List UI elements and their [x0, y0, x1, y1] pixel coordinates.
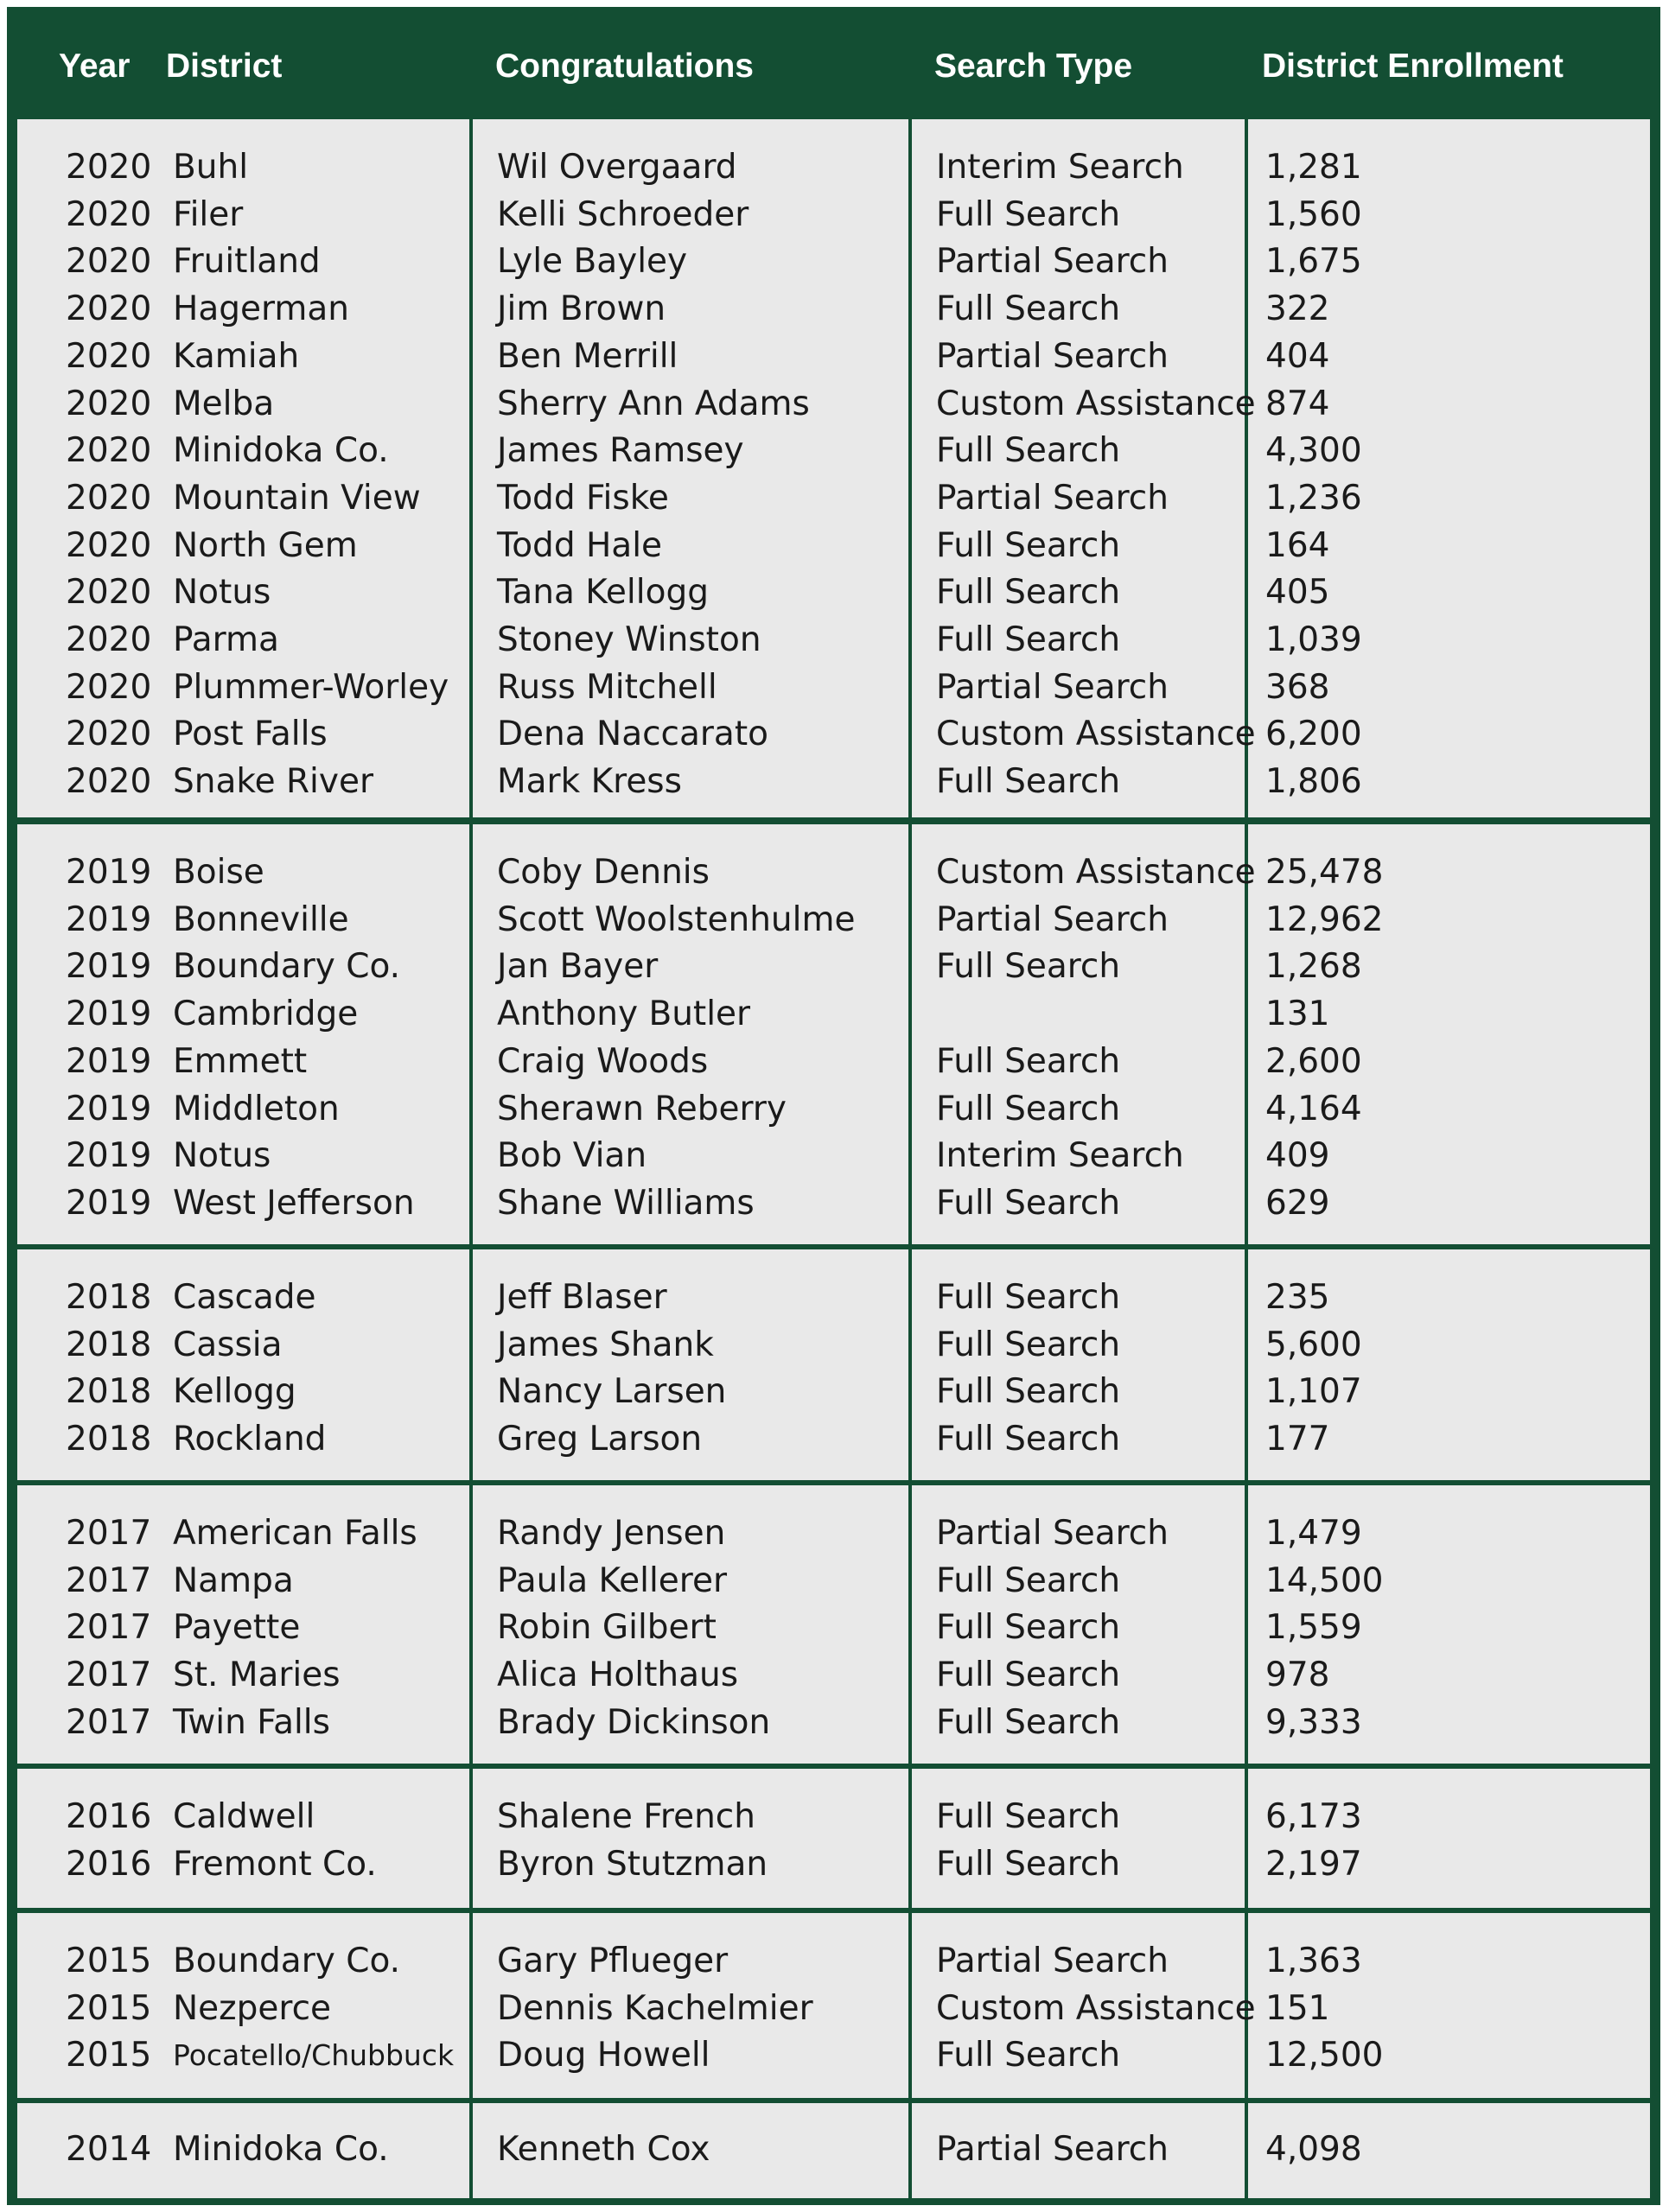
- table-row: [17, 710, 1650, 758]
- enrollment-cell: 4,098: [1265, 2130, 1362, 2169]
- year-cell: 2014: [66, 2130, 152, 2169]
- superintendent-name-cell: Scott Woolstenhulme: [497, 899, 856, 939]
- year-cell: 2020: [66, 336, 152, 376]
- superintendent-name-cell: Kelli Schroeder: [497, 194, 749, 234]
- enrollment-cell: 131: [1265, 995, 1330, 1034]
- year-group: [17, 1249, 1650, 1480]
- table-row: [17, 1651, 1650, 1699]
- district-cell: Boundary Co.: [173, 947, 401, 987]
- superintendent-name-cell: Doug Howell: [497, 2036, 710, 2075]
- table-row: [17, 1132, 1650, 1179]
- table-row: [17, 1557, 1650, 1605]
- search-type-cell: Full Search: [936, 194, 1121, 234]
- superintendent-name-cell: Paula Kellerer: [497, 1560, 728, 1600]
- table-row: [17, 616, 1650, 664]
- year-cell: 2019: [66, 899, 152, 939]
- year-cell: 2020: [66, 478, 152, 518]
- table-row: [17, 1085, 1650, 1133]
- year-cell: 2020: [66, 384, 152, 423]
- search-type-cell: Full Search: [936, 1702, 1121, 1742]
- superintendent-name-cell: Greg Larson: [497, 1420, 703, 1459]
- district-cell: Cambridge: [173, 995, 359, 1034]
- year-cell: 2016: [66, 1844, 152, 1884]
- year-cell: 2017: [66, 1560, 152, 1600]
- search-type-cell: Full Search: [936, 1089, 1121, 1128]
- enrollment-cell: 2,197: [1265, 1844, 1362, 1884]
- year-cell: 2019: [66, 853, 152, 892]
- enrollment-cell: 2,600: [1265, 1041, 1362, 1081]
- superintendent-name-cell: Sherawn Reberry: [497, 1089, 787, 1128]
- superintendent-name-cell: Nancy Larsen: [497, 1372, 727, 1412]
- district-cell: Twin Falls: [173, 1702, 330, 1742]
- year-cell: 2019: [66, 1183, 152, 1223]
- search-type-cell: Full Search: [936, 1420, 1121, 1459]
- table-row: [17, 1321, 1650, 1369]
- superintendent-name-cell: Gary Pflueger: [497, 1942, 729, 1980]
- table-row: [17, 569, 1650, 616]
- superintendent-name-cell: Wil Overgaard: [497, 148, 737, 187]
- superintendent-placements-table: [7, 7, 1660, 2205]
- district-cell: Hagerman: [173, 289, 349, 329]
- year-group: [17, 2103, 1650, 2198]
- year-cell: 2020: [66, 762, 152, 802]
- district-cell: Rockland: [173, 1420, 327, 1459]
- enrollment-cell: 1,479: [1265, 1514, 1362, 1553]
- table-row: [17, 285, 1650, 333]
- district-cell: Cascade: [173, 1278, 316, 1317]
- enrollment-cell: 1,559: [1265, 1608, 1362, 1648]
- superintendent-name-cell: Stoney Winston: [497, 620, 761, 659]
- district-cell: Post Falls: [173, 715, 328, 754]
- enrollment-cell: 5,600: [1265, 1325, 1362, 1364]
- year-cell: 2018: [66, 1325, 152, 1364]
- district-cell: American Falls: [173, 1514, 417, 1553]
- superintendent-name-cell: Shalene French: [497, 1797, 755, 1836]
- enrollment-cell: 1,039: [1265, 620, 1362, 659]
- table-row: [17, 849, 1650, 896]
- year-group: [17, 824, 1650, 1244]
- search-type-cell: Custom Assistance: [936, 384, 1256, 423]
- year-cell: 2017: [66, 1514, 152, 1553]
- superintendent-name-cell: Bob Vian: [497, 1136, 647, 1176]
- table-row: [17, 143, 1650, 191]
- enrollment-cell: 164: [1265, 525, 1330, 565]
- district-cell: West Jefferson: [173, 1183, 415, 1223]
- year-cell: 2019: [66, 947, 152, 987]
- superintendent-name-cell: Craig Woods: [497, 1041, 709, 1081]
- table-row: [17, 664, 1650, 711]
- superintendent-name-cell: Lyle Bayley: [497, 242, 688, 282]
- table-row: [17, 1179, 1650, 1227]
- enrollment-cell: 409: [1265, 1136, 1330, 1176]
- year-cell: 2020: [66, 620, 152, 659]
- superintendent-name-cell: Alica Holthaus: [497, 1656, 739, 1695]
- district-cell: Filer: [173, 194, 244, 234]
- year-cell: 2016: [66, 1797, 152, 1836]
- table-header: [7, 7, 1660, 112]
- enrollment-cell: 12,500: [1265, 2036, 1384, 2075]
- year-cell: 2019: [66, 1136, 152, 1176]
- search-type-cell: Full Search: [936, 525, 1121, 565]
- enrollment-cell: 629: [1265, 1183, 1330, 1223]
- year-cell: 2019: [66, 995, 152, 1034]
- search-type-cell: Full Search: [936, 1278, 1121, 1317]
- superintendent-name-cell: James Shank: [497, 1325, 714, 1364]
- search-type-cell: Custom Assistance: [936, 853, 1256, 892]
- year-cell: 2020: [66, 148, 152, 187]
- year-group: [17, 1769, 1650, 1908]
- enrollment-cell: 404: [1265, 336, 1330, 376]
- superintendent-name-cell: Sherry Ann Adams: [497, 384, 810, 423]
- district-cell: Pocatello/Chubbuck: [173, 2038, 455, 2073]
- table-row: [17, 896, 1650, 944]
- search-type-cell: Partial Search: [936, 1514, 1169, 1553]
- district-cell: North Gem: [173, 525, 358, 565]
- superintendent-name-cell: Brady Dickinson: [497, 1702, 771, 1742]
- search-type-cell: Full Search: [936, 620, 1121, 659]
- enrollment-cell: 151: [1265, 1988, 1330, 2028]
- enrollment-cell: 978: [1265, 1656, 1330, 1695]
- superintendent-name-cell: Kenneth Cox: [497, 2130, 710, 2169]
- enrollment-cell: 1,268: [1265, 947, 1362, 987]
- superintendent-name-cell: Tana Kellogg: [497, 573, 709, 613]
- enrollment-cell: 177: [1265, 1420, 1330, 1459]
- search-type-cell: Full Search: [936, 431, 1121, 471]
- district-cell: Nezperce: [173, 1988, 332, 2028]
- enrollment-cell: 1,363: [1265, 1942, 1362, 1980]
- district-cell: Snake River: [173, 762, 374, 802]
- search-type-cell: Full Search: [936, 1797, 1121, 1836]
- year-cell: 2018: [66, 1372, 152, 1412]
- district-cell: St. Maries: [173, 1656, 341, 1695]
- enrollment-cell: 1,107: [1265, 1372, 1362, 1412]
- year-cell: 2017: [66, 1702, 152, 1742]
- table-row: [17, 1937, 1650, 1985]
- search-type-cell: Full Search: [936, 289, 1121, 329]
- superintendent-name-cell: Robin Gilbert: [497, 1608, 717, 1648]
- search-type-cell: Partial Search: [936, 1942, 1169, 1980]
- year-cell: 2017: [66, 1608, 152, 1648]
- enrollment-cell: 1,675: [1265, 242, 1362, 282]
- header-district: District: [166, 48, 283, 85]
- year-cell: 2020: [66, 242, 152, 282]
- year-cell: 2015: [66, 1942, 152, 1980]
- district-cell: Kellogg: [173, 1372, 296, 1412]
- enrollment-cell: 4,164: [1265, 1089, 1362, 1128]
- enrollment-cell: 405: [1265, 573, 1330, 613]
- superintendent-name-cell: Coby Dennis: [497, 853, 710, 892]
- table-row: [17, 1368, 1650, 1415]
- district-cell: Boundary Co.: [173, 1942, 401, 1980]
- search-type-cell: Partial Search: [936, 242, 1169, 282]
- year-cell: 2020: [66, 289, 152, 329]
- year-cell: 2015: [66, 2036, 152, 2075]
- district-cell: Emmett: [173, 1041, 308, 1081]
- search-type-cell: Full Search: [936, 1560, 1121, 1600]
- table-row: [17, 1510, 1650, 1557]
- district-cell: Notus: [173, 573, 271, 613]
- district-cell: Melba: [173, 384, 275, 423]
- table-row: [17, 1840, 1650, 1888]
- enrollment-cell: 6,200: [1265, 715, 1362, 754]
- enrollment-cell: 368: [1265, 667, 1330, 707]
- header-congratulations: Congratulations: [495, 48, 754, 85]
- table-row: [17, 191, 1650, 238]
- search-type-cell: Full Search: [936, 947, 1121, 987]
- district-cell: Minidoka Co.: [173, 2130, 389, 2169]
- enrollment-cell: 874: [1265, 384, 1330, 423]
- enrollment-cell: 1,560: [1265, 194, 1362, 234]
- district-cell: Caldwell: [173, 1797, 315, 1836]
- enrollment-cell: 25,478: [1265, 853, 1384, 892]
- table-row: [17, 427, 1650, 474]
- year-cell: 2019: [66, 1041, 152, 1081]
- year-cell: 2019: [66, 1089, 152, 1128]
- superintendent-name-cell: Dennis Kachelmier: [497, 1988, 813, 2028]
- district-cell: Fruitland: [173, 242, 321, 282]
- table-row: [17, 990, 1650, 1038]
- district-cell: Cassia: [173, 1325, 283, 1364]
- table-row: [17, 238, 1650, 285]
- superintendent-name-cell: Byron Stutzman: [497, 1844, 768, 1884]
- table-row: [17, 1038, 1650, 1085]
- search-type-cell: Custom Assistance: [936, 1988, 1256, 2028]
- table-row: [17, 474, 1650, 522]
- search-type-cell: Full Search: [936, 1041, 1121, 1081]
- superintendent-name-cell: Jan Bayer: [497, 947, 659, 987]
- superintendent-name-cell: Shane Williams: [497, 1183, 755, 1223]
- table-row: [17, 1274, 1650, 1321]
- table-row: [17, 2031, 1650, 2079]
- district-cell: Minidoka Co.: [173, 431, 389, 471]
- search-type-cell: Partial Search: [936, 2130, 1169, 2169]
- header-search-type: Search Type: [934, 48, 1133, 85]
- district-cell: Nampa: [173, 1560, 294, 1600]
- enrollment-cell: 235: [1265, 1278, 1330, 1317]
- enrollment-cell: 1,806: [1265, 762, 1362, 802]
- district-cell: Plummer-Worley: [173, 667, 449, 707]
- district-cell: Mountain View: [173, 478, 421, 518]
- district-cell: Bonneville: [173, 899, 349, 939]
- year-group: [17, 1485, 1650, 1764]
- search-type-cell: Partial Search: [936, 336, 1169, 376]
- search-type-cell: Full Search: [936, 1325, 1121, 1364]
- superintendent-name-cell: Jeff Blaser: [497, 1278, 667, 1317]
- year-cell: 2018: [66, 1278, 152, 1317]
- table-row: [17, 1985, 1650, 2032]
- district-cell: Buhl: [173, 148, 249, 187]
- district-cell: Notus: [173, 1136, 271, 1176]
- superintendent-name-cell: Todd Hale: [497, 525, 663, 565]
- table-row: [17, 1793, 1650, 1840]
- search-type-cell: Full Search: [936, 1608, 1121, 1648]
- table-row: [17, 1415, 1650, 1463]
- superintendent-name-cell: Todd Fiske: [497, 478, 669, 518]
- year-cell: 2020: [66, 573, 152, 613]
- district-cell: Parma: [173, 620, 279, 659]
- year-cell: 2018: [66, 1420, 152, 1459]
- search-type-cell: Full Search: [936, 1844, 1121, 1884]
- superintendent-name-cell: Mark Kress: [497, 762, 682, 802]
- table-row: [17, 758, 1650, 805]
- superintendent-name-cell: Ben Merrill: [497, 336, 678, 376]
- year-group: [17, 1913, 1650, 2098]
- year-cell: 2015: [66, 1988, 152, 2028]
- superintendent-name-cell: Dena Naccarato: [497, 715, 768, 754]
- table-row: [17, 333, 1650, 380]
- year-cell: 2020: [66, 194, 152, 234]
- search-type-cell: Partial Search: [936, 899, 1169, 939]
- table-row: [17, 1604, 1650, 1651]
- search-type-cell: Interim Search: [936, 1136, 1184, 1176]
- enrollment-cell: 1,281: [1265, 148, 1362, 187]
- enrollment-cell: 12,962: [1265, 899, 1384, 939]
- search-type-cell: Custom Assistance: [936, 715, 1256, 754]
- table-row: [17, 943, 1650, 990]
- search-type-cell: Full Search: [936, 1372, 1121, 1412]
- search-type-cell: Partial Search: [936, 478, 1169, 518]
- district-cell: Kamiah: [173, 336, 300, 376]
- search-type-cell: Full Search: [936, 762, 1121, 802]
- enrollment-cell: 4,300: [1265, 431, 1362, 471]
- district-cell: Middleton: [173, 1089, 340, 1128]
- search-type-cell: Full Search: [936, 1183, 1121, 1223]
- superintendent-name-cell: Randy Jensen: [497, 1514, 726, 1553]
- table-row: [17, 380, 1650, 428]
- year-cell: 2017: [66, 1656, 152, 1695]
- enrollment-cell: 14,500: [1265, 1560, 1384, 1600]
- superintendent-name-cell: Anthony Butler: [497, 995, 751, 1034]
- table-row: [17, 1699, 1650, 1746]
- superintendent-name-cell: Jim Brown: [497, 289, 666, 329]
- table-row: [17, 522, 1650, 569]
- table-row: [17, 2126, 1650, 2173]
- search-type-cell: Interim Search: [936, 148, 1184, 187]
- header-year: Year: [59, 48, 131, 85]
- year-cell: 2020: [66, 715, 152, 754]
- district-cell: Payette: [173, 1608, 301, 1648]
- year-cell: 2020: [66, 525, 152, 565]
- district-cell: Fremont Co.: [173, 1844, 377, 1884]
- year-cell: 2020: [66, 431, 152, 471]
- superintendent-name-cell: Russ Mitchell: [497, 667, 717, 707]
- enrollment-cell: 6,173: [1265, 1797, 1362, 1836]
- district-cell: Boise: [173, 853, 264, 892]
- header-district-enrollment: District Enrollment: [1262, 48, 1564, 85]
- search-type-cell: Full Search: [936, 2036, 1121, 2075]
- enrollment-cell: 322: [1265, 289, 1330, 329]
- search-type-cell: Full Search: [936, 573, 1121, 613]
- enrollment-cell: 1,236: [1265, 478, 1362, 518]
- year-group: [17, 119, 1650, 817]
- superintendent-name-cell: James Ramsey: [497, 431, 744, 471]
- enrollment-cell: 9,333: [1265, 1702, 1362, 1742]
- search-type-cell: Partial Search: [936, 667, 1169, 707]
- year-cell: 2020: [66, 667, 152, 707]
- search-type-cell: Full Search: [936, 1656, 1121, 1695]
